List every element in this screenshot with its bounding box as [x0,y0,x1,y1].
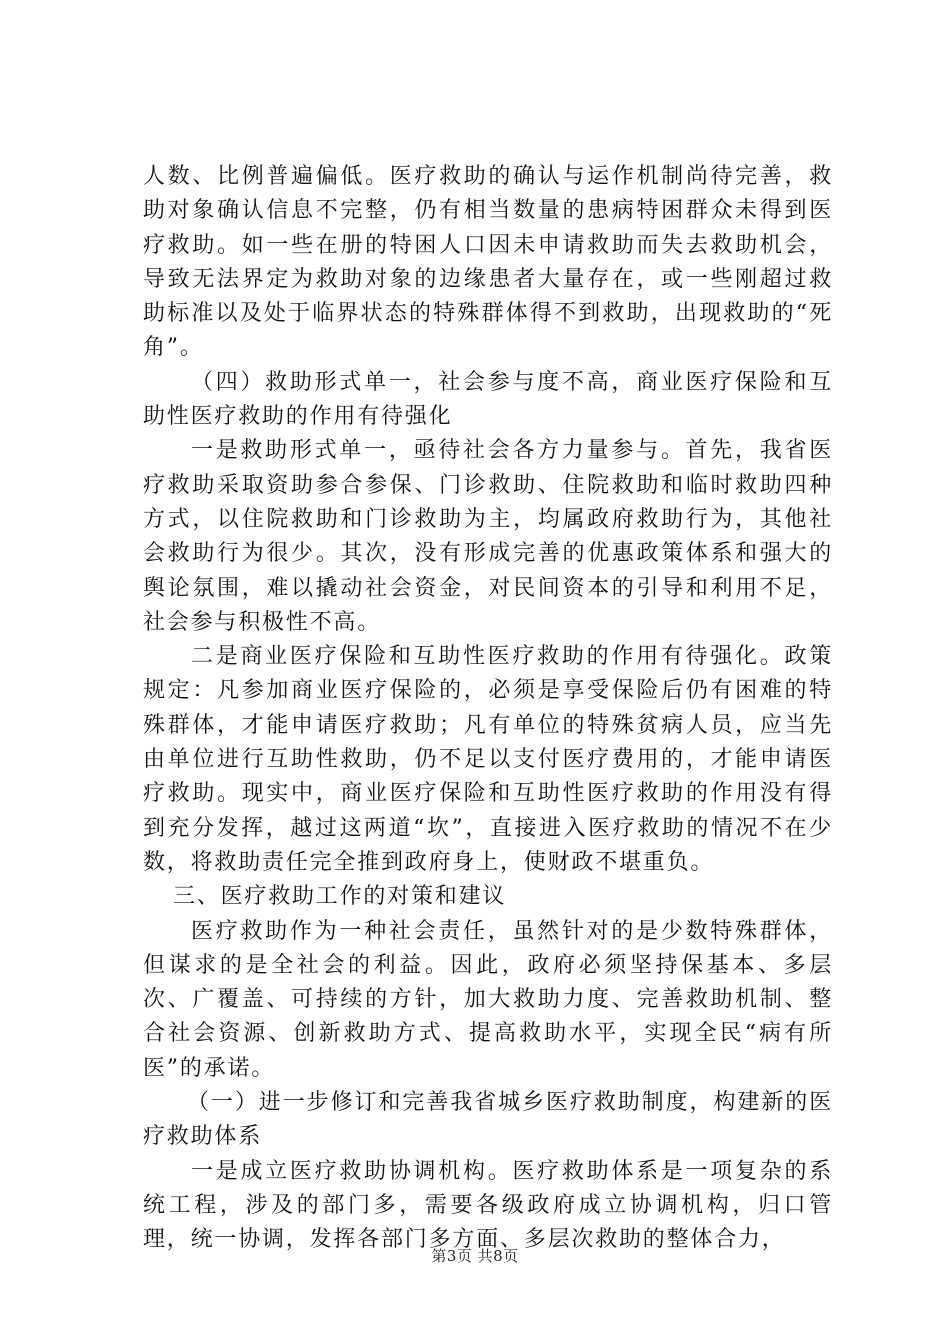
paragraph-form-single: 一是救助形式单一，亟待社会各方力量参与。首先，我省医疗救助采取资助参合参保、门诊救助、住院救助和临时救助四种方式，以住院救助和门诊救助为主，均属政府救助行为，其他社会救助行为很少。其次，没有形成完善的优惠政策体系和强大的舆论氛围，难以撬动社会资金，对民间资本的引导和利用不足，社会参与积极性不高。 [143,438,833,635]
section-heading-1: （一）进一步修订和完善我省城乡医疗救助制度，构建新的医疗救助体系 [143,1090,833,1150]
section-heading-4: （四）救助形式单一，社会参与度不高，商业医疗保险和互助性医疗救助的作用有待强化 [143,369,833,430]
document-body [143,160,833,1258]
paragraph-commercial-insurance: 二是商业医疗保险和互助性医疗救助的作用有待强化。政策规定：凡参加商业医疗保险的，必须是享受保险后仍有困难的特殊群体，才能申请医疗救助；凡有单位的特殊贫病人员，应当先由单位进行互助性救助，仍不足以支付医疗费用的，才能申请医疗救助。现实中，商业医疗保险和互助性医疗救助的作用没有得到充分发挥，越过这两道“坎”，直接进入医疗救助的情况不在少数，将救助责任完全推到政府身上，使财政不堪重负。 [143,644,833,875]
paragraph-continued: 人数、比例普遍偏低。医疗救助的确认与运作机制尚待完善，救助对象确认信息不完整，仍有相当数量的患病特困群众未得到医疗救助。如一些在册的特困人口因未申请救助而失去救助机会，导致无法界定为救助对象的边缘患者大量存在，或一些刚超过救助标准以及处于临界状态的特殊群体得不到救助，出现救助的“死角”。 [143,164,833,361]
page-number-footer: 第3页 共8页 [431,1247,519,1265]
paragraph-coordination: 一是成立医疗救助协调机构。医疗救助体系是一项复杂的系统工程，涉及的部门多，需要各级政府成立协调机构，归口管理，统一协调，发挥各部门多方面、多层次救助的整体合力， [143,1158,833,1253]
section-heading-3: 三、医疗救助工作的对策和建议 [173,884,507,910]
paragraph-social-responsibility: 医疗救助作为一种社会责任，虽然针对的是少数特殊群体，但谋求的是全社会的利益。因此，政府必须坚持保基本、多层次、广覆盖、可持续的方针，加大救助力度、完善救助机制、整合社会资源、创新救助方式、提高救助水平，实现全民“病有所医”的承诺。 [143,918,833,1081]
